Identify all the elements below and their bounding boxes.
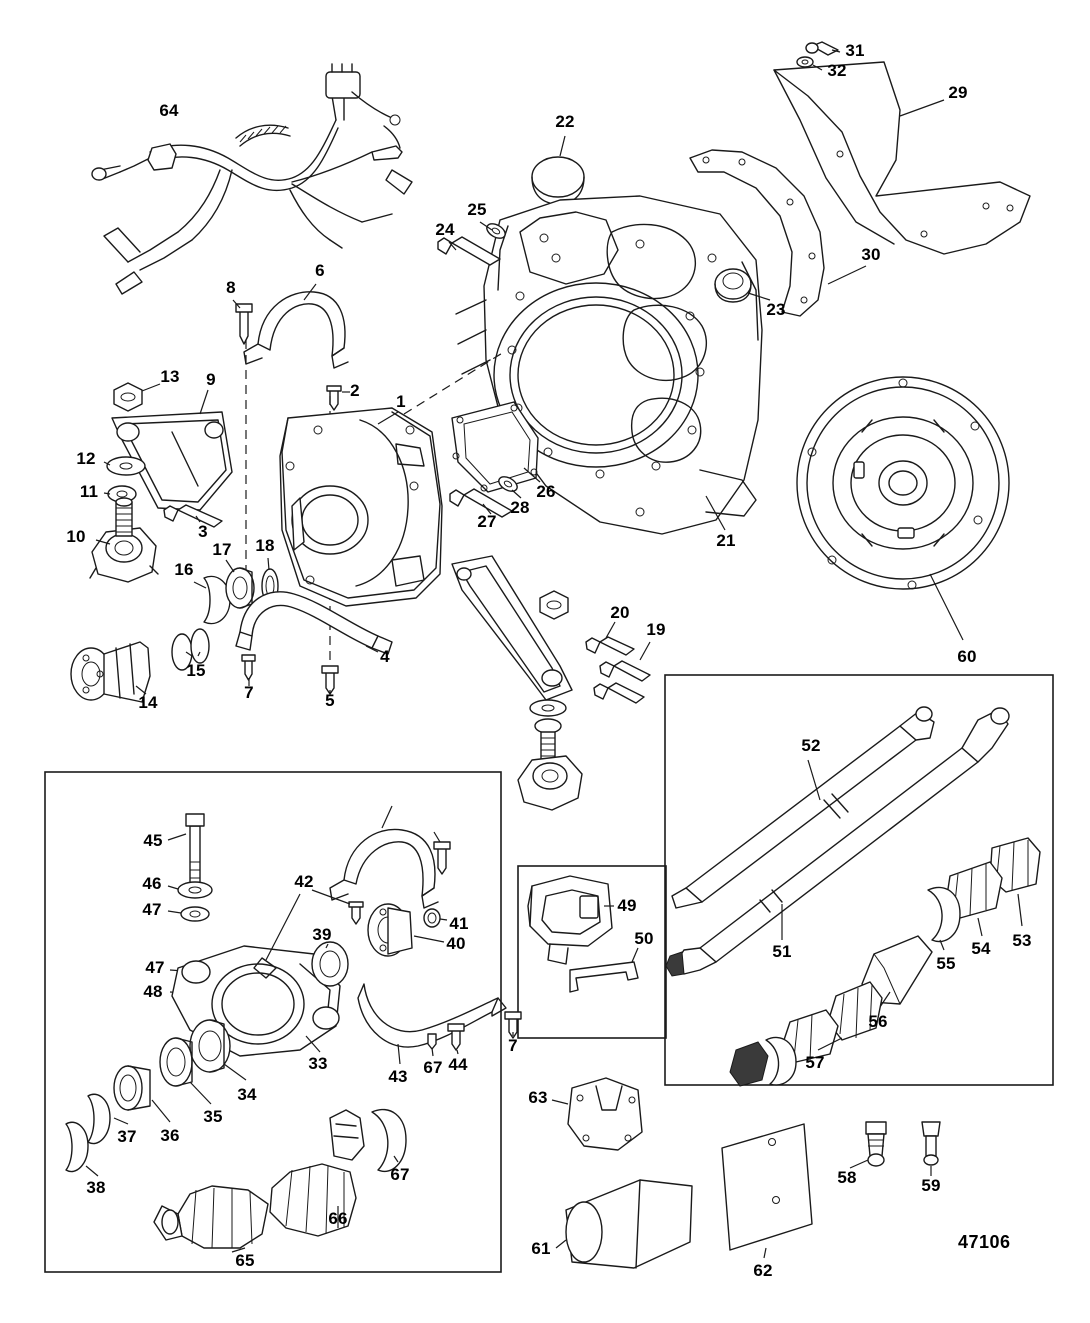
callout-17: 17	[212, 540, 232, 559]
part-12-washer	[107, 457, 145, 475]
callout-55: 55	[936, 954, 956, 973]
part-50-clip	[570, 962, 638, 992]
callout-45: 45	[143, 831, 163, 850]
part-6-strap-upper	[244, 292, 348, 368]
callout-18: 18	[255, 536, 275, 555]
callout-8: 8	[226, 278, 236, 297]
callout-47: 47	[142, 900, 162, 919]
callout-56: 56	[868, 1012, 888, 1031]
part-42-pin	[349, 902, 363, 924]
part-65-bellows	[154, 1186, 268, 1248]
callout-64: 64	[159, 101, 179, 120]
part-46-washer	[178, 882, 212, 898]
callout-53: 53	[1012, 931, 1032, 950]
callout-12: 12	[76, 449, 96, 468]
callout-33: 33	[308, 1054, 328, 1073]
callout-42: 42	[294, 872, 314, 891]
callout-39: 39	[312, 925, 332, 944]
part-3-bolt	[164, 505, 222, 527]
part-40-flange	[368, 904, 412, 956]
callout-7-lower: 7	[508, 1036, 518, 1055]
callout-32: 32	[827, 61, 847, 80]
callout-16: 16	[174, 560, 194, 579]
callout-7: 7	[244, 683, 254, 702]
drawing-number: 47106	[958, 1232, 1011, 1252]
part-41-oring	[424, 909, 440, 927]
callout-27: 27	[477, 512, 497, 531]
callout-13: 13	[160, 367, 180, 386]
callout-2: 2	[350, 381, 360, 400]
callout-57: 57	[805, 1053, 825, 1072]
callout-6: 6	[315, 261, 325, 280]
callout-43: 43	[388, 1067, 408, 1086]
callout-34: 34	[237, 1085, 257, 1104]
part-6b-strap	[330, 829, 438, 908]
part-59-grease-fitting	[922, 1122, 940, 1165]
callout-65: 65	[235, 1251, 255, 1270]
callout-44: 44	[448, 1055, 468, 1074]
transom-bracket-right	[452, 556, 572, 700]
part-35-race	[160, 1038, 192, 1086]
callout-21: 21	[716, 531, 736, 550]
part-5-screw	[322, 666, 338, 694]
part-58-plug	[866, 1122, 886, 1166]
callout-41: 41	[449, 914, 469, 933]
part-8b-screw	[434, 842, 450, 874]
callout-9: 9	[206, 370, 216, 389]
callout-30: 30	[861, 245, 881, 264]
callout-11: 11	[79, 482, 99, 501]
part-44-screw	[448, 1024, 464, 1050]
part-31-screw	[806, 42, 838, 55]
part-67-clamp-small	[428, 1034, 436, 1049]
callout-3: 3	[198, 522, 208, 541]
part-63-shim	[568, 1078, 642, 1150]
part-62-plate	[722, 1124, 812, 1250]
callout-23: 23	[766, 300, 786, 319]
part-66-bellows	[270, 1110, 364, 1236]
part-64-harness	[92, 64, 412, 294]
part-67b-clamp	[372, 1110, 406, 1172]
part-7-screw	[242, 655, 255, 680]
callout-46: 46	[142, 874, 162, 893]
callout-40: 40	[446, 934, 466, 953]
callout-35: 35	[203, 1107, 223, 1126]
part-20-bolt	[586, 637, 634, 655]
part-24-bolt	[438, 237, 500, 265]
callout-37: 37	[117, 1127, 137, 1146]
part-61-exhaust-tube	[566, 1180, 692, 1268]
part-36-spacer	[114, 1066, 150, 1110]
part-60-drive-damper	[797, 377, 1009, 589]
callout-58: 58	[837, 1168, 857, 1187]
callout-14: 14	[138, 693, 158, 712]
part-38-snapring	[66, 1122, 88, 1171]
callout-67: 67	[390, 1165, 410, 1184]
callout-47-lower: 47	[145, 958, 165, 977]
callout-15: 15	[186, 661, 206, 680]
callout-50: 50	[634, 929, 654, 948]
callout-10: 10	[66, 527, 86, 546]
callout-29: 29	[948, 83, 968, 102]
part-8-screw	[236, 304, 252, 344]
part-37-ring	[88, 1094, 110, 1143]
part-51-driveshaft	[666, 708, 1009, 976]
callout-66: 66	[328, 1209, 348, 1228]
callout-51: 51	[772, 942, 792, 961]
part-19-bolt	[600, 661, 650, 681]
callout-26: 26	[536, 482, 556, 501]
callout-52: 52	[801, 736, 821, 755]
callout-1: 1	[396, 392, 406, 411]
callout-61: 61	[531, 1239, 551, 1258]
part-32-washer	[797, 57, 813, 67]
callout-24: 24	[435, 220, 455, 239]
callout-22: 22	[555, 112, 575, 131]
callout-54: 54	[971, 939, 991, 958]
callout-60: 60	[957, 647, 977, 666]
part-45-bolt	[186, 814, 204, 888]
callout-25: 25	[467, 200, 487, 219]
part-10-gimbal-bearing-support	[90, 498, 158, 582]
part-1-gimbal-housing	[280, 408, 442, 606]
part-13-nut	[114, 383, 142, 411]
part-55-clamp	[928, 887, 960, 941]
callout-28: 28	[510, 498, 530, 517]
callout-49: 49	[617, 896, 637, 915]
callout-62: 62	[753, 1261, 773, 1280]
callout-59: 59	[921, 1176, 941, 1195]
callout-31: 31	[845, 41, 865, 60]
part-47-washer	[181, 907, 209, 921]
part-22-cap	[532, 157, 584, 204]
callout-38: 38	[86, 1178, 106, 1197]
callout-4: 4	[380, 647, 390, 666]
part-20b-bolt	[594, 683, 644, 703]
part-39-seal	[312, 942, 348, 986]
part-49-bracket	[528, 876, 612, 964]
callout-20: 20	[610, 603, 630, 622]
callout-48: 48	[143, 982, 163, 1001]
callout-36: 36	[160, 1126, 180, 1145]
part-2-pin	[327, 386, 341, 410]
callout-63: 63	[528, 1088, 548, 1107]
part-17-bearing	[226, 568, 254, 608]
callout-19: 19	[646, 620, 666, 639]
callout-67-upper: 67	[423, 1058, 443, 1077]
callout-5: 5	[325, 691, 335, 710]
